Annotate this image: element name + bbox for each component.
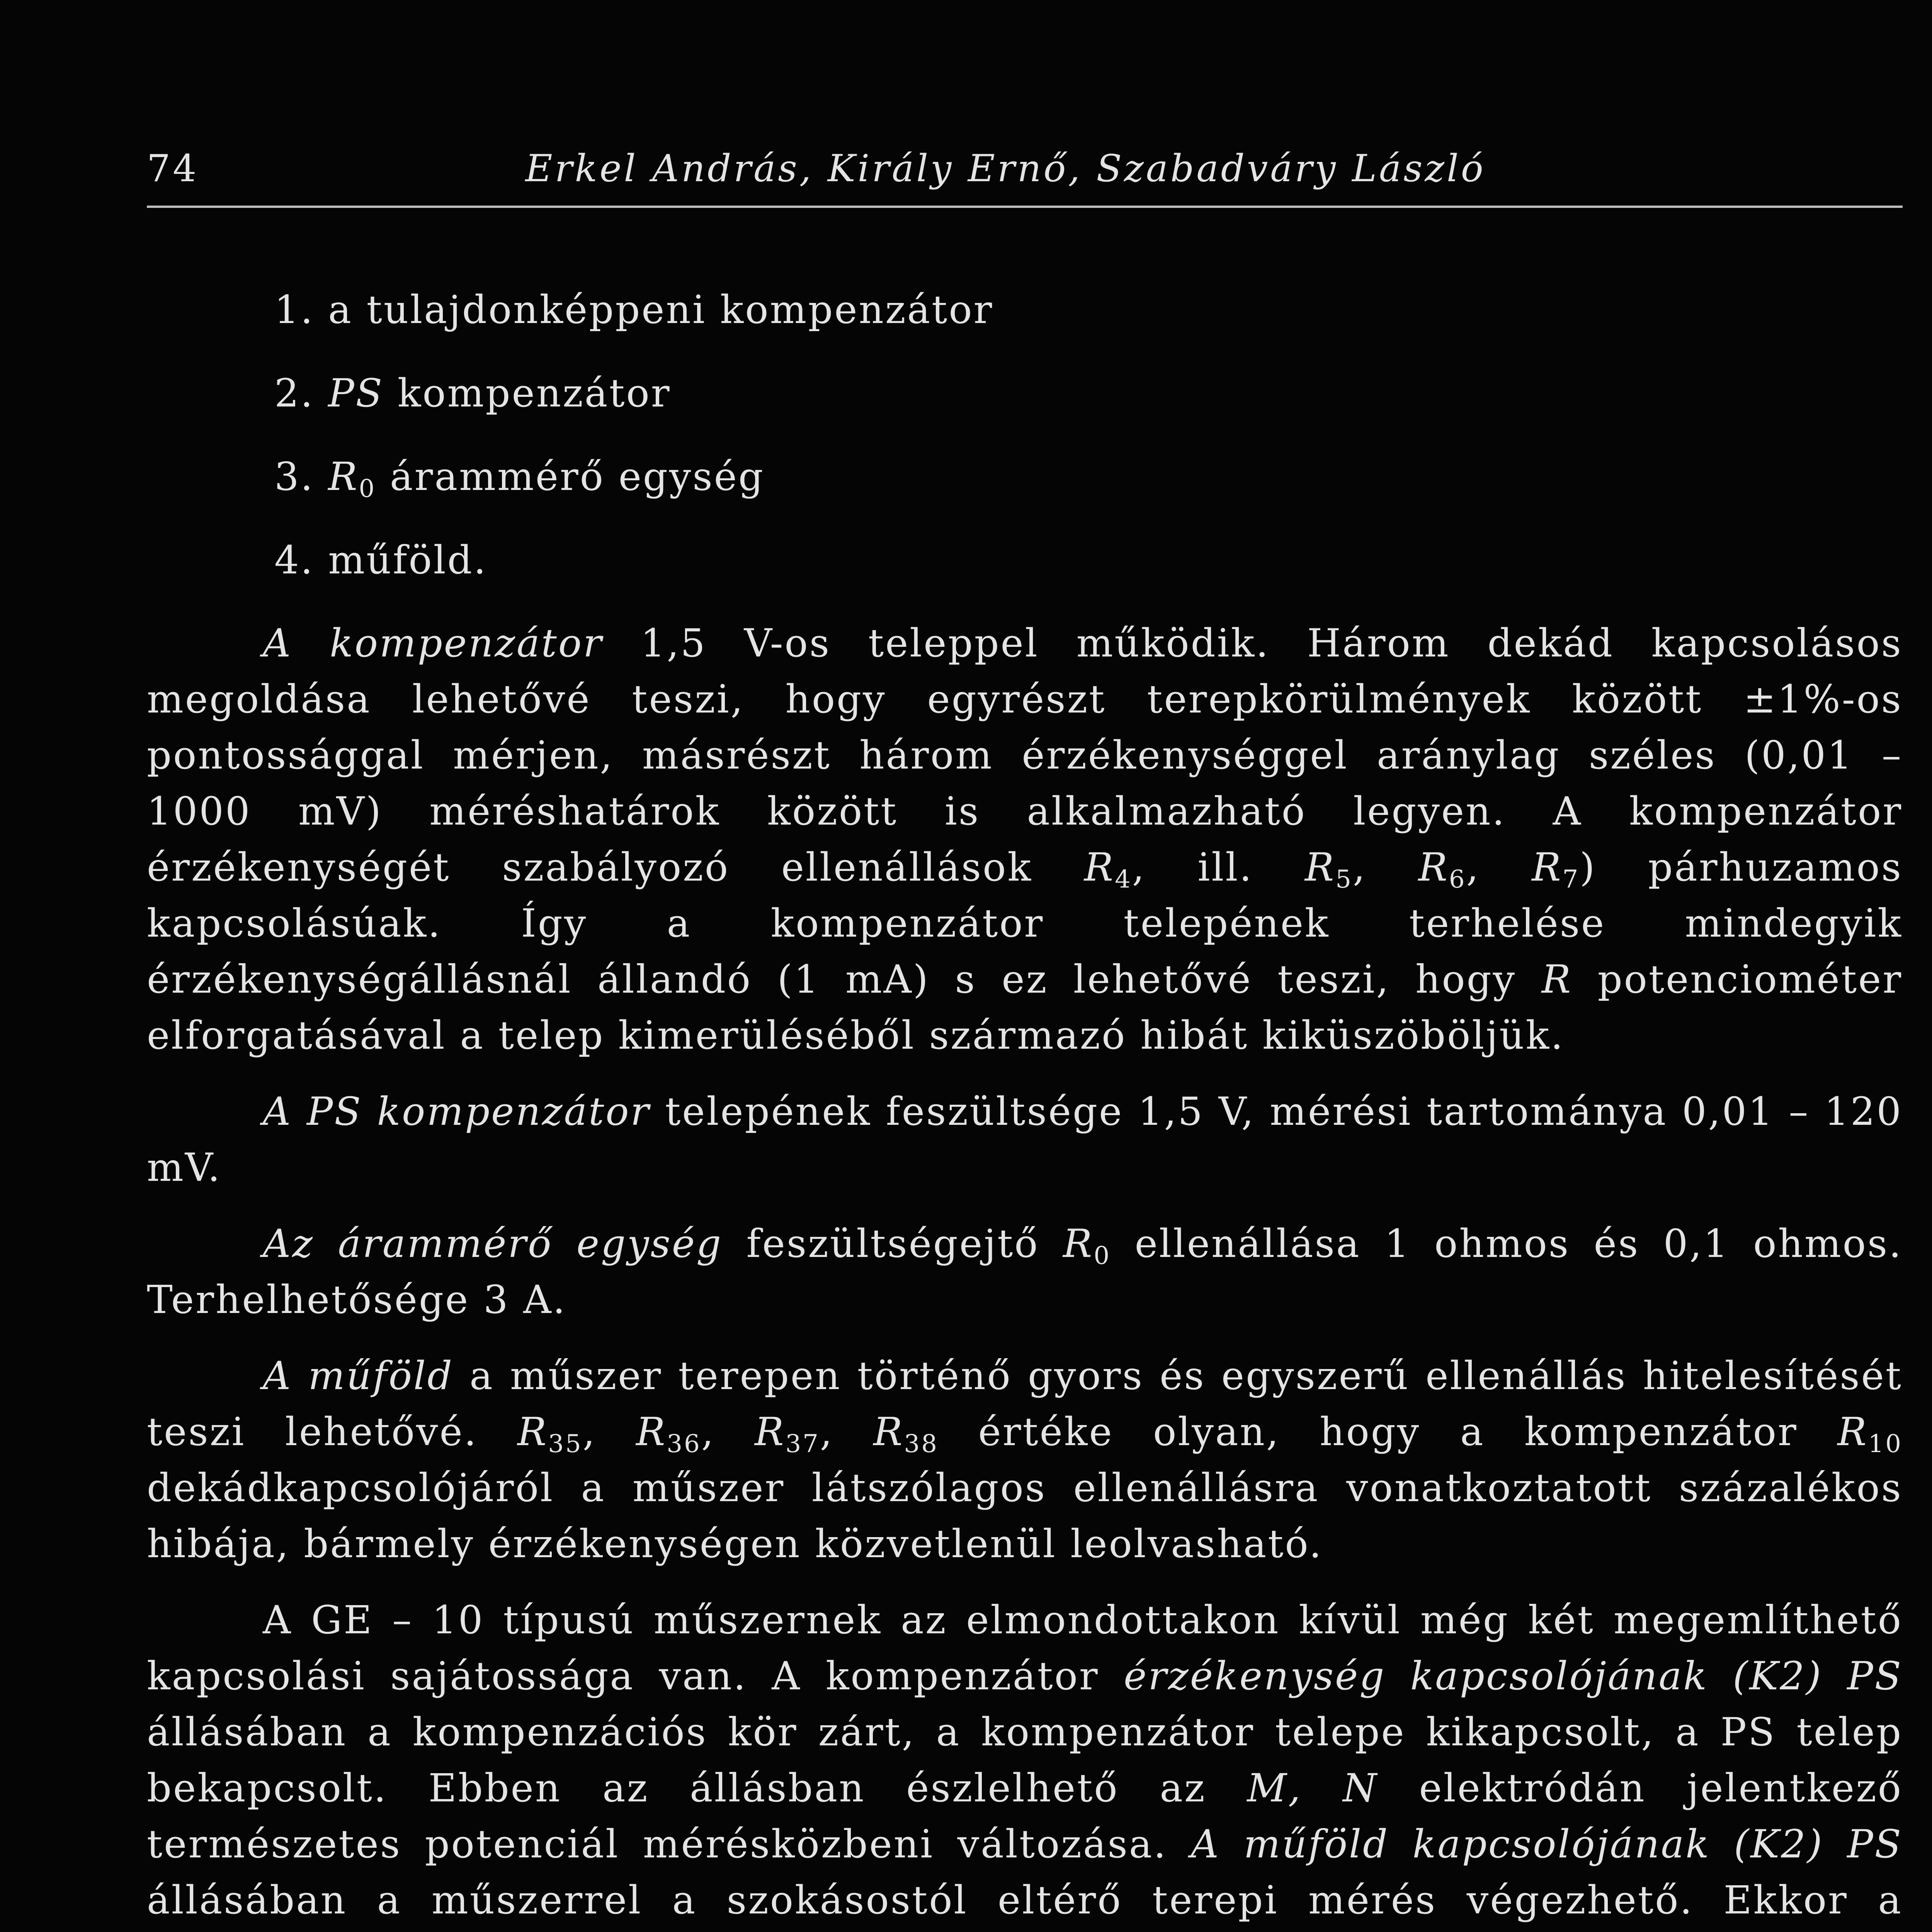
running-head: Erkel András, Király Ernő, Szabadváry László [525,147,1486,190]
list-item: 3. $R_0$ árammérő egység [274,454,765,503]
page-number: 74 [147,147,199,190]
list-item: 2. PS kompenzátor [274,371,671,416]
header-rule [147,206,1903,208]
component-list [147,281,1903,589]
paragraph-ps-compensator: A PS kompenzátor telepének feszültsége 1,5 V, mérési tartománya 0,01 – 120 mV. [147,1089,1903,1190]
paragraph-ammeter-unit: Az árammérő egység feszültségejtő $R_0$ ellenállása 1 ohmos és 0,1 ohmos. Terhelhetősége 3 A. [147,1221,1903,1322]
page-header [147,147,1903,206]
paragraph-artificial-ground: A műföld a műszer terepen történő gyors és egyszerű ellenállás hitelesítését teszi lehetővé. $R_{35}$, $R_{36}$, $R_{37}$, $R_{38}$ értéke olyan, hogy a kompenzátor $R_{10}$ dekádkapcsolójáról a műszer látszólagos ellenállásra vonatkoztatott százalékos hibája, bármely érzékenységen közvetlenül leolvasható. [147,1353,1903,1566]
list-item: 1. a tulajdonképpeni kompenzátor [274,287,994,332]
list-item: 4. műföld. [274,537,488,583]
paragraph-compensator: A kompenzátor 1,5 V-os teleppel működik. Három dekád kapcsolásos megoldása lehetővé teszi, hogy egyrészt terepkörülmények között ±1%-os pontossággal mérjen, másrészt három érzékenységgel aránylag széles (0,01 – 1000 mV) méréshatárok között is alkalmazható legyen. A kompenzátor érzékenységét szabályozó ellenállások $R_4$, ill. $R_5$, $R_6$, $R_7$) párhuzamos kapcsolásúak. Így a kompenzátor telepének terhelése mindegyik érzékenységállásnál állandó (1 mA) s ez lehetővé teszi, hogy R potenciométer elforgatásával a telep kimerüléséből származó hibát kiküszöböljük. [147,621,1903,1058]
paragraph-ge10-features: A GE – 10 típusú műszernek az elmondottakon kívül még két megemlíthető kapcsolási sajátossága van. A kompenzátor érzékenység kapcsolójának (K2) PS állásában a kompenzációs kör zárt, a kompenzátor telepe kikapcsolt, a PS telep bekapcsolt. Ebben az állásban észlelhető az M, N elektródán jelentkező természetes potenciál mérésközbeni változása. A műföld kapcsolójának (K2) PS állásában a műszerrel a szokásostól eltérő terepi mérés végezhető. Ekkor a [147,1597,1903,1923]
